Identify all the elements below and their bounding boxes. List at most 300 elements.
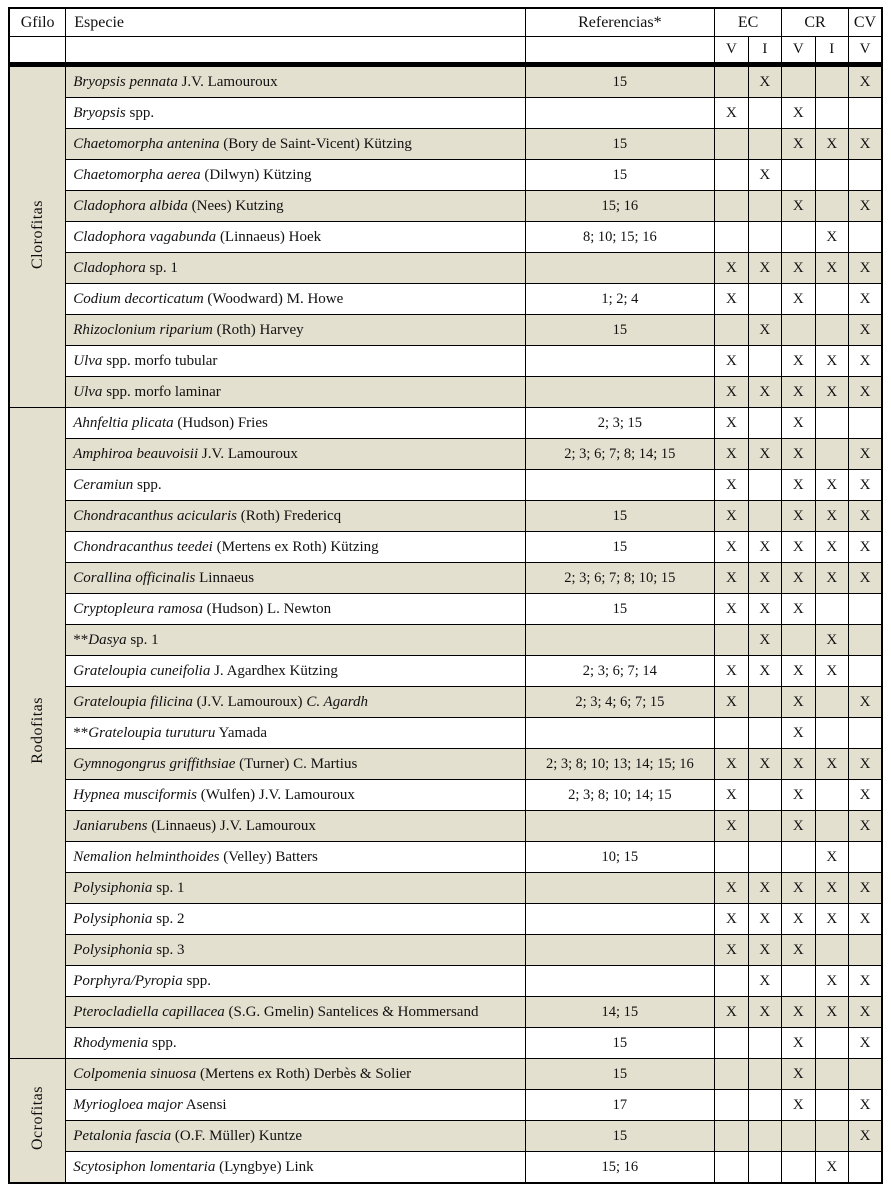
table-row [9,191,882,222]
species-cell: Amphiroa beauvoisii J.V. Lamouroux [66,439,525,470]
group-label-text: Clorofitas [28,200,46,269]
mark-cell: X [715,408,748,439]
table-row [9,656,882,687]
mark-cell: X [815,253,848,284]
mark-cell [848,625,882,656]
table-row [9,811,882,842]
species-cell: Codium decorticatum (Woodward) M. Howe [66,284,525,315]
mark-cell [815,408,848,439]
mark-cell [815,439,848,470]
mark-cell: X [782,1059,815,1090]
mark-cell [848,935,882,966]
species-cell: Ulva spp. morfo tubular [66,346,525,377]
mark-cell [848,408,882,439]
mark-cell: X [848,532,882,563]
references-cell [525,98,715,129]
mark-cell: X [715,997,748,1028]
mark-cell: X [848,811,882,842]
table-body [9,65,882,1184]
mark-cell: X [715,749,748,780]
mark-cell: X [815,904,848,935]
table-row [9,315,882,346]
mark-cell: X [748,625,781,656]
mark-cell: X [715,284,748,315]
mark-cell: X [748,749,781,780]
table-row [9,966,882,997]
species-cell: Cladophora sp. 1 [66,253,525,284]
references-cell: 17 [525,1090,715,1121]
mark-cell: X [848,997,882,1028]
group-label-text: Rodofitas [28,697,46,764]
references-cell [525,377,715,408]
mark-cell [848,842,882,873]
mark-cell [815,1121,848,1152]
mark-cell [748,470,781,501]
mark-cell: X [782,346,815,377]
table-row [9,532,882,563]
mark-cell: X [815,532,848,563]
references-cell: 10; 15 [525,842,715,873]
mark-cell [715,1028,748,1059]
mark-cell [815,1090,848,1121]
references-cell: 15; 16 [525,191,715,222]
header-cr-v: V [782,37,815,65]
mark-cell [815,1028,848,1059]
mark-cell [848,656,882,687]
species-cell: Nemalion helminthoides (Velley) Batters [66,842,525,873]
mark-cell: X [782,1028,815,1059]
mark-cell [748,842,781,873]
references-cell [525,346,715,377]
mark-cell: X [815,129,848,160]
species-cell: Porphyra/Pyropia spp. [66,966,525,997]
mark-cell: X [815,470,848,501]
mark-cell: X [848,563,882,594]
mark-cell: X [848,687,882,718]
table-row [9,1059,882,1090]
species-cell: Polysiphonia sp. 2 [66,904,525,935]
species-cell: Polysiphonia sp. 1 [66,873,525,904]
mark-cell: X [748,966,781,997]
mark-cell [715,160,748,191]
mark-cell: X [715,253,748,284]
references-cell: 15 [525,532,715,563]
table-row [9,625,882,656]
species-cell: Cryptopleura ramosa (Hudson) L. Newton [66,594,525,625]
table-row [9,470,882,501]
species-cell: Gymnogongrus griffithsiae (Turner) C. Martius [66,749,525,780]
references-cell: 2; 3; 6; 7; 14 [525,656,715,687]
mark-cell [748,191,781,222]
species-cell: Polysiphonia sp. 3 [66,935,525,966]
mark-cell: X [715,594,748,625]
references-cell: 2; 3; 15 [525,408,715,439]
references-cell [525,904,715,935]
table-row [9,935,882,966]
mark-cell: X [782,408,815,439]
mark-cell: X [715,935,748,966]
table-row [9,904,882,935]
mark-cell: X [782,873,815,904]
mark-cell: X [782,377,815,408]
table-row [9,253,882,284]
references-cell [525,625,715,656]
mark-cell: X [848,284,882,315]
mark-cell [715,966,748,997]
species-cell: Rhizoclonium riparium (Roth) Harvey [66,315,525,346]
references-cell [525,718,715,749]
mark-cell [815,718,848,749]
mark-cell [715,1090,748,1121]
references-cell: 15 [525,501,715,532]
mark-cell [782,160,815,191]
mark-cell: X [782,253,815,284]
mark-cell [715,222,748,253]
mark-cell: X [748,65,781,98]
table-row [9,997,882,1028]
table-row [9,65,882,98]
species-cell: Pterocladiella capillacea (S.G. Gmelin) Santelices & Hommersand [66,997,525,1028]
header-gfilo: Gfilo [9,8,66,37]
mark-cell: X [848,780,882,811]
references-cell: 15 [525,315,715,346]
group-label-ocrofitas [9,1059,66,1184]
table-row [9,501,882,532]
mark-cell: X [748,563,781,594]
mark-cell [782,315,815,346]
mark-cell [782,842,815,873]
mark-cell [748,1090,781,1121]
table-row [9,408,882,439]
mark-cell: X [782,780,815,811]
mark-cell [748,346,781,377]
table-row [9,160,882,191]
references-cell: 15; 16 [525,1152,715,1184]
mark-cell [815,284,848,315]
mark-cell: X [848,904,882,935]
mark-cell: X [748,160,781,191]
mark-cell [715,1152,748,1184]
mark-cell: X [815,1152,848,1184]
mark-cell: X [848,191,882,222]
mark-cell: X [715,780,748,811]
mark-cell: X [782,594,815,625]
species-cell: Janiarubens (Linnaeus) J.V. Lamouroux [66,811,525,842]
mark-cell [848,1059,882,1090]
mark-cell: X [748,904,781,935]
header-cv: CV [848,8,882,37]
mark-cell: X [815,873,848,904]
mark-cell: X [782,501,815,532]
species-cell: Ulva spp. morfo laminar [66,377,525,408]
mark-cell [782,1152,815,1184]
mark-cell: X [848,501,882,532]
mark-cell [848,1152,882,1184]
mark-cell [815,935,848,966]
species-table [8,7,883,1184]
species-cell: Grateloupia cuneifolia J. Agardhex Kützing [66,656,525,687]
header-row-main [9,8,882,37]
header-ec-v: V [715,37,748,65]
mark-cell: X [848,1121,882,1152]
mark-cell [782,625,815,656]
mark-cell [848,160,882,191]
table-row [9,749,882,780]
mark-cell: X [815,749,848,780]
mark-cell: X [815,222,848,253]
mark-cell: X [782,904,815,935]
mark-cell [815,65,848,98]
mark-cell: X [815,377,848,408]
mark-cell: X [782,470,815,501]
table-row [9,129,882,160]
mark-cell [815,191,848,222]
references-cell [525,935,715,966]
mark-cell: X [715,656,748,687]
mark-cell: X [782,718,815,749]
mark-cell [748,780,781,811]
mark-cell: X [715,904,748,935]
header-cr-i: I [815,37,848,65]
mark-cell: X [815,563,848,594]
mark-cell: X [815,656,848,687]
mark-cell: X [848,873,882,904]
references-cell [525,253,715,284]
mark-cell [715,718,748,749]
species-cell: Petalonia fascia (O.F. Müller) Kuntze [66,1121,525,1152]
references-cell: 15 [525,594,715,625]
species-cell: Chaetomorpha aerea (Dilwyn) Kützing [66,160,525,191]
mark-cell: X [848,129,882,160]
references-cell: 2; 3; 4; 6; 7; 15 [525,687,715,718]
species-cell: Chaetomorpha antenina (Bory de Saint-Vicent) Kützing [66,129,525,160]
mark-cell [715,625,748,656]
table-row [9,594,882,625]
species-cell: Cladophora albida (Nees) Kutzing [66,191,525,222]
species-cell: Bryopsis pennata J.V. Lamouroux [66,65,525,98]
header-empty-gfilo [9,37,66,65]
mark-cell [748,98,781,129]
species-cell: Hypnea musciformis (Wulfen) J.V. Lamouroux [66,780,525,811]
mark-cell: X [848,1028,882,1059]
table-row [9,873,882,904]
mark-cell: X [715,811,748,842]
mark-cell: X [848,346,882,377]
mark-cell [748,284,781,315]
table-row [9,780,882,811]
references-cell: 15 [525,129,715,160]
mark-cell: X [715,346,748,377]
mark-cell: X [782,532,815,563]
mark-cell: X [715,501,748,532]
mark-cell [748,1028,781,1059]
table-row [9,439,882,470]
mark-cell [748,811,781,842]
mark-cell: X [715,532,748,563]
mark-cell [848,594,882,625]
references-cell: 15 [525,1121,715,1152]
mark-cell: X [782,191,815,222]
species-cell: Bryopsis spp. [66,98,525,129]
species-cell: Cladophora vagabunda (Linnaeus) Hoek [66,222,525,253]
table-row [9,563,882,594]
mark-cell: X [715,470,748,501]
mark-cell [748,408,781,439]
mark-cell: X [748,532,781,563]
mark-cell: X [815,966,848,997]
mark-cell: X [715,687,748,718]
species-cell: Colpomenia sinuosa (Mertens ex Roth) Derbès & Solier [66,1059,525,1090]
mark-cell: X [748,377,781,408]
mark-cell [748,718,781,749]
mark-cell: X [815,501,848,532]
mark-cell: X [715,439,748,470]
mark-cell: X [715,563,748,594]
species-cell: Myriogloea major Asensi [66,1090,525,1121]
mark-cell [748,1152,781,1184]
mark-cell [782,222,815,253]
species-cell: Scytosiphon lomentaria (Lyngbye) Link [66,1152,525,1184]
mark-cell [782,966,815,997]
group-label-clorofitas [9,65,66,408]
header-ec-i: I [748,37,781,65]
mark-cell: X [815,625,848,656]
references-cell [525,811,715,842]
table-row [9,1028,882,1059]
table-row [9,1090,882,1121]
mark-cell: X [748,439,781,470]
mark-cell [815,594,848,625]
table-row [9,377,882,408]
mark-cell [715,191,748,222]
table-row [9,1152,882,1184]
references-cell: 15 [525,1028,715,1059]
mark-cell: X [782,656,815,687]
species-cell: Rhodymenia spp. [66,1028,525,1059]
mark-cell: X [782,98,815,129]
references-cell: 1; 2; 4 [525,284,715,315]
references-cell: 2; 3; 6; 7; 8; 10; 15 [525,563,715,594]
table-row [9,718,882,749]
mark-cell [815,687,848,718]
mark-cell: X [715,98,748,129]
mark-cell [715,315,748,346]
mark-cell [848,718,882,749]
header-empty-referencias [525,37,715,65]
mark-cell [815,1059,848,1090]
references-cell [525,873,715,904]
header-row-sub [9,37,882,65]
references-cell: 15 [525,1059,715,1090]
mark-cell [748,1059,781,1090]
mark-cell [748,222,781,253]
header-ec: EC [715,8,782,37]
mark-cell: X [848,1090,882,1121]
mark-cell: X [782,811,815,842]
table-row [9,98,882,129]
mark-cell [815,98,848,129]
header-cv-v: V [848,37,882,65]
mark-cell: X [715,873,748,904]
table-row [9,1121,882,1152]
group-label-rodofitas [9,408,66,1059]
mark-cell: X [815,346,848,377]
mark-cell: X [815,842,848,873]
mark-cell: X [748,873,781,904]
species-cell: Corallina officinalis Linnaeus [66,563,525,594]
table-row [9,284,882,315]
mark-cell [815,315,848,346]
mark-cell: X [848,315,882,346]
mark-cell [815,160,848,191]
mark-cell [848,98,882,129]
mark-cell: X [748,594,781,625]
mark-cell [748,129,781,160]
mark-cell [815,780,848,811]
mark-cell [715,842,748,873]
header-especie: Especie [66,8,525,37]
mark-cell: X [815,997,848,1028]
mark-cell [748,1121,781,1152]
species-cell: Ceramiun spp. [66,470,525,501]
mark-cell: X [782,935,815,966]
header-cr: CR [782,8,849,37]
table-row [9,346,882,377]
species-cell: **Grateloupia turuturu Yamada [66,718,525,749]
table-row [9,222,882,253]
mark-cell [715,1121,748,1152]
mark-cell: X [782,1090,815,1121]
mark-cell: X [782,439,815,470]
references-cell: 2; 3; 6; 7; 8; 14; 15 [525,439,715,470]
mark-cell: X [848,377,882,408]
table-row [9,687,882,718]
species-cell: Chondracanthus teedei (Mertens ex Roth) Kützing [66,532,525,563]
mark-cell [715,65,748,98]
mark-cell [782,1121,815,1152]
mark-cell: X [848,470,882,501]
mark-cell: X [748,253,781,284]
mark-cell: X [782,997,815,1028]
references-cell: 15 [525,65,715,98]
references-cell [525,470,715,501]
references-cell: 8; 10; 15; 16 [525,222,715,253]
mark-cell [715,129,748,160]
species-cell: Chondracanthus acicularis (Roth) Fredericq [66,501,525,532]
mark-cell: X [748,656,781,687]
mark-cell: X [848,65,882,98]
mark-cell: X [782,749,815,780]
mark-cell: X [782,563,815,594]
mark-cell: X [748,997,781,1028]
species-cell: Ahnfeltia plicata (Hudson) Fries [66,408,525,439]
mark-cell: X [748,935,781,966]
group-label-text: Ocrofitas [28,1085,46,1151]
table-row [9,842,882,873]
mark-cell: X [782,687,815,718]
header-referencias: Referencias* [525,8,715,37]
species-cell: Grateloupia filicina (J.V. Lamouroux) C. Agardh [66,687,525,718]
references-cell: 14; 15 [525,997,715,1028]
mark-cell: X [782,284,815,315]
mark-cell [748,687,781,718]
mark-cell: X [782,129,815,160]
references-cell [525,966,715,997]
references-cell: 15 [525,160,715,191]
species-cell: **Dasya sp. 1 [66,625,525,656]
mark-cell: X [848,749,882,780]
header-empty-especie [66,37,525,65]
